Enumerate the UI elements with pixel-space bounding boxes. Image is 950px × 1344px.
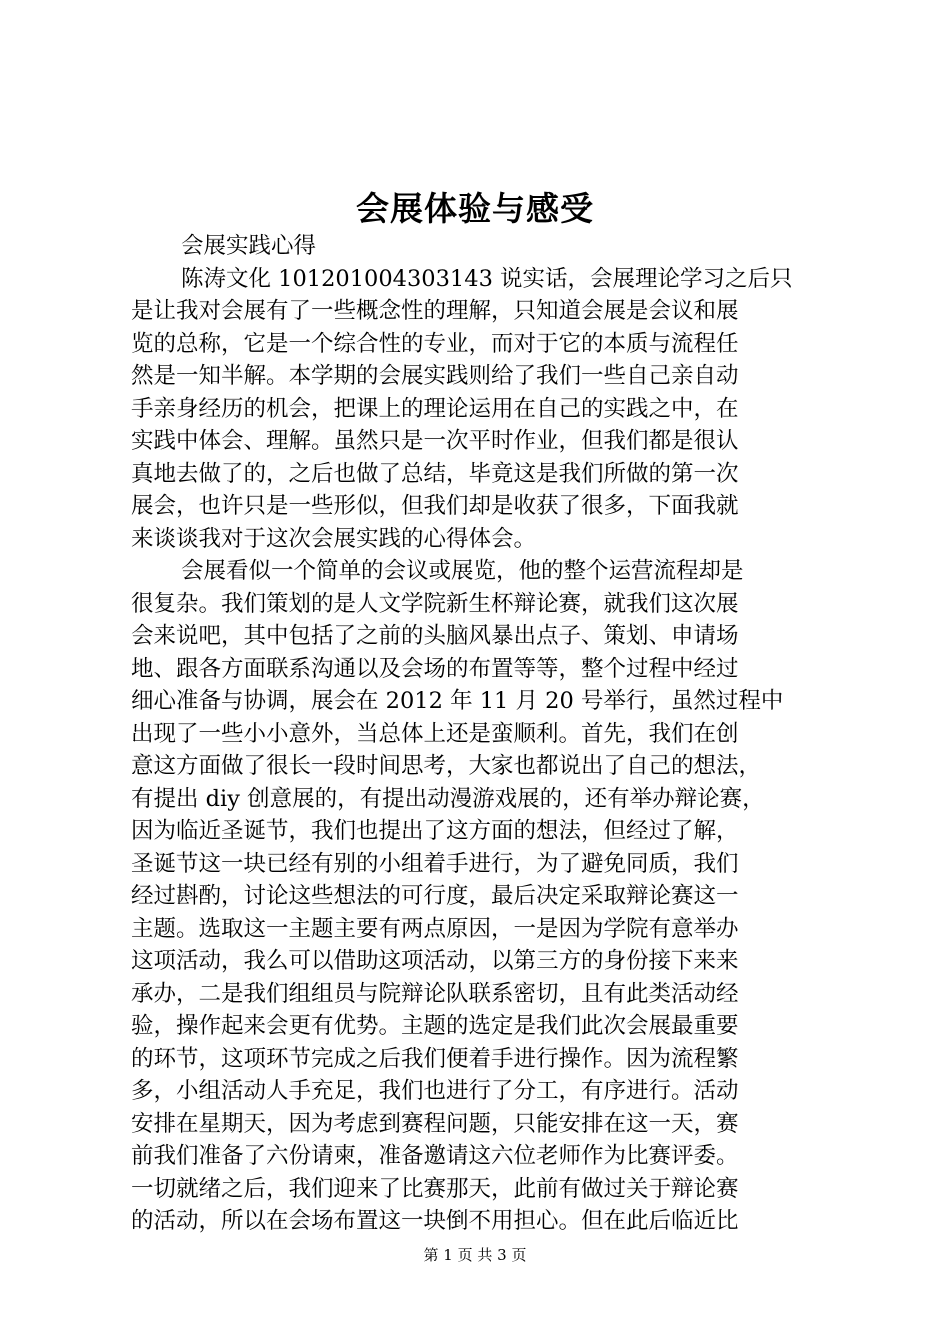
- body-line: 来谈谈我对于这次会展实践的心得体会。: [131, 525, 537, 552]
- body-line: 展会，也许只是一些形似，但我们却是收获了很多，下面我就: [131, 493, 739, 519]
- body-line: 前我们准备了六份请柬，准备邀请这六位老师作为比赛评委。: [131, 1143, 739, 1169]
- body-line: 然是一知半解。本学期的会展实践则给了我们一些自己亲自动: [131, 363, 739, 389]
- document-title: 会展体验与感受: [356, 189, 594, 228]
- body-line: 很复杂。我们策划的是人文学院新生杯辩论赛，就我们这次展: [131, 590, 739, 617]
- body-line: 验，操作起来会更有优势。主题的选定是我们此次会展最重要: [131, 1013, 739, 1039]
- body-line: 会展实践心得: [181, 233, 317, 259]
- body-line: 陈涛文化 101201004303143 说实话，会展理论学习之后只: [181, 265, 793, 292]
- body-line: 是让我对会展有了一些概念性的理解，只知道会展是会议和展: [131, 298, 739, 324]
- body-line: 的环节，这项环节完成之后我们便着手进行操作。因为流程繁: [131, 1045, 739, 1072]
- body-line: 会展看似一个简单的会议或展览，他的整个运营流程却是: [181, 558, 744, 584]
- body-line: 因为临近圣诞节，我们也提出了这方面的想法，但经过了解，: [131, 818, 739, 844]
- body-line: 览的总称，它是一个综合性的专业，而对于它的本质与流程任: [131, 330, 739, 357]
- body-line: 经过斟酌，讨论这些想法的可行度，最后决定采取辩论赛这一: [131, 883, 739, 909]
- body-line: 这项活动，我么可以借助这项活动，以第三方的身份接下来来: [131, 948, 739, 974]
- body-line: 手亲身经历的机会，把课上的理论运用在自己的实践之中，在: [131, 395, 739, 422]
- body-line: 主题。选取这一主题主要有两点原因，一是因为学院有意举办: [131, 915, 739, 942]
- body-line: 意这方面做了很长一段时间思考，大家也都说出了自己的想法，: [131, 753, 762, 779]
- body-line: 出现了一些小小意外，当总体上还是蛮顺利。首先，我们在创: [131, 720, 739, 747]
- body-line: 细心准备与协调，展会在 2012 年 11 月 20 号举行，虽然过程中: [131, 688, 784, 714]
- body-line: 一切就绪之后，我们迎来了比赛那天，此前有做过关于辩论赛: [131, 1175, 739, 1202]
- body-line: 安排在星期天，因为考虑到赛程问题，只能安排在这一天，赛: [131, 1110, 739, 1137]
- body-line: 地、跟各方面联系沟通以及会场的布置等等，整个过程中经过: [131, 655, 739, 682]
- body-line: 承办，二是我们组组员与院辩论队联系密切，且有此类活动经: [131, 980, 739, 1007]
- document-body: [131, 230, 841, 1238]
- body-line: 真地去做了的，之后也做了总结，毕竟这是我们所做的第一次: [131, 460, 739, 487]
- body-line: 多，小组活动人手充足，我们也进行了分工，有序进行。活动: [131, 1078, 739, 1104]
- body-line: 会来说吧，其中包括了之前的头脑风暴出点子、策划、申请场: [131, 623, 739, 649]
- page-footer: 第 1 页 共 3 页: [423, 1246, 527, 1264]
- body-line: 圣诞节这一块已经有别的小组着手进行，为了避免同质，我们: [131, 850, 739, 877]
- body-line: 的活动，所以在会场布置这一块倒不用担心。但在此后临近比: [131, 1208, 739, 1234]
- body-line: 有提出 diy 创意展的，有提出动漫游戏展的，还有举办辩论赛，: [131, 785, 765, 812]
- body-line: 实践中体会、理解。虽然只是一次平时作业，但我们都是很认: [131, 428, 739, 454]
